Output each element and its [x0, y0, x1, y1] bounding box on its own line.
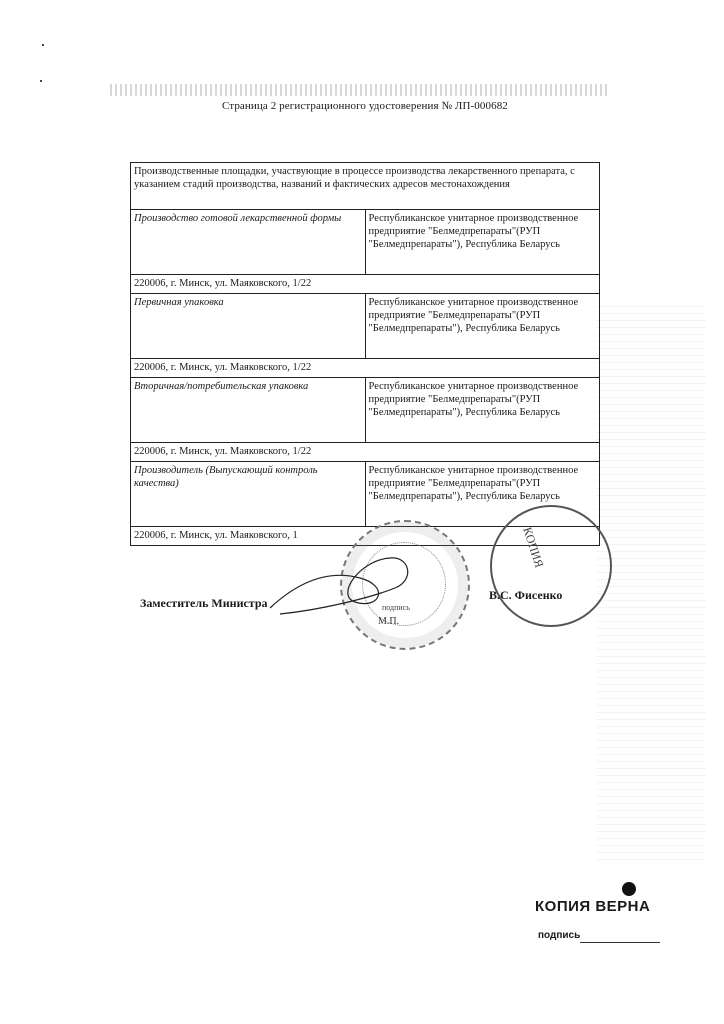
stage-cell: Производство готовой лекарственной формы — [131, 210, 366, 275]
stage-cell: Первичная упаковка — [131, 294, 366, 359]
organization-cell: Республиканское унитарное производственное предприятие "Белмедпрепараты"(РУП "Белмедпрепараты"), Республика Беларусь — [365, 210, 600, 275]
copy-verified-stamp: КОПИЯ ВЕРНА — [535, 898, 651, 915]
stage-cell: Производитель (Выпускающий контроль качества) — [131, 462, 366, 527]
scan-speck — [42, 44, 44, 46]
address-cell: 220006, г. Минск, ул. Маяковского, 1/22 — [131, 275, 600, 294]
organization-cell: Республиканское унитарное производственное предприятие "Белмедпрепараты"(РУП "Белмедпрепараты"), Республика Беларусь — [365, 378, 600, 443]
copy-signature-label: подпись — [538, 930, 581, 941]
scan-noise — [110, 84, 610, 96]
copy-seal-text: КОПИЯ — [520, 525, 547, 570]
scan-speck — [40, 80, 42, 82]
table-row — [131, 210, 600, 275]
copy-signature-line — [580, 942, 660, 943]
address-row — [131, 443, 600, 462]
seal-signature-label: подпись — [382, 603, 410, 612]
address-cell: 220006, г. Минск, ул. Маяковского, 1/22 — [131, 443, 600, 462]
address-row — [131, 275, 600, 294]
address-row — [131, 359, 600, 378]
table-heading: Производственные площадки, участвующие в процессе производства лекарственного препарата, с указанием стадий производства, названий и фактических адресов местонахождения — [131, 163, 600, 210]
signatory-name: В.С. Фисенко — [489, 588, 563, 602]
organization-cell: Республиканское унитарное производственное предприятие "Белмедпрепараты"(РУП "Белмедпрепараты"), Республика Беларусь — [365, 462, 600, 527]
table-row — [131, 294, 600, 359]
table-heading-row — [131, 163, 600, 210]
ink-dot — [622, 882, 636, 896]
production-sites-table — [130, 162, 600, 546]
seal-mp-label: М.П. — [378, 616, 400, 627]
copy-seal — [490, 505, 612, 627]
address-cell: 220006, г. Минск, ул. Маяковского, 1/22 — [131, 359, 600, 378]
address-cell: 220006, г. Минск, ул. Маяковского, 1 — [131, 527, 600, 546]
page-title: Страница 2 регистрационного удостоверения № ЛП-000682 — [222, 100, 508, 112]
table-row — [131, 378, 600, 443]
organization-cell: Республиканское унитарное производственное предприятие "Белмедпрепараты"(РУП "Белмедпрепараты"), Республика Беларусь — [365, 294, 600, 359]
scan-noise-right — [596, 300, 706, 860]
stage-cell: Вторичная/потребительская упаковка — [131, 378, 366, 443]
signatory-position: Заместитель Министра — [140, 596, 268, 610]
handwritten-signature — [260, 540, 420, 620]
